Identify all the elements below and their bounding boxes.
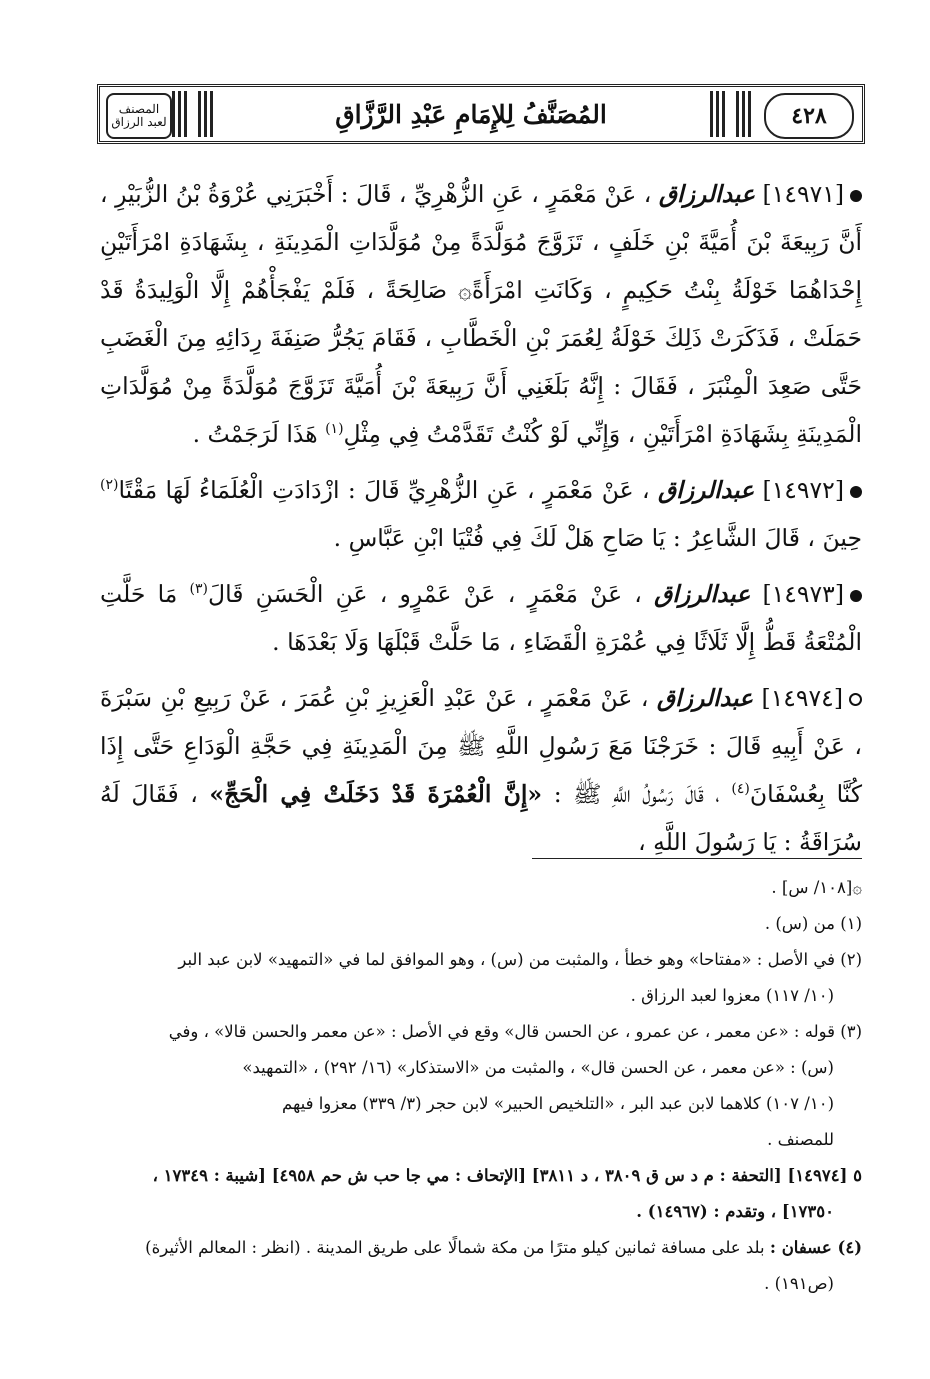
footnote-ref: (١) [325, 421, 344, 438]
filled-circle-icon [850, 486, 862, 498]
hadith-author: عبدالرزاق [657, 476, 755, 504]
hadith-entry-14972 [100, 466, 862, 562]
footnote-4-line-2: (ص١٩١) . [764, 1274, 834, 1293]
hadith-text-end: مَا حَلَّتِ الْمُتْعَةُ قَطُّ إِلَّا ثَلَاثًا فِي عُمْرَةِ الْقَضَاءِ ، مَا حَلَّتْ قَبْلَهَا وَلَا بَعْدَهَا . [100, 580, 862, 656]
open-circle-icon [849, 693, 862, 706]
hadith-author: عبدالرزاق [654, 580, 751, 608]
ornament-left-1 [172, 91, 190, 137]
footnote-3 [100, 1014, 862, 1158]
footnote-4 [100, 1230, 862, 1302]
hadith-number: [١٤٩٧٢] [762, 476, 844, 504]
hadith-author: عبدالرزاق [656, 684, 754, 712]
hadith-number: [١٤٩٧١] [762, 180, 844, 208]
hadith-text: ، عَنْ مَعْمَرٍ ، عَنِ الزُّهْرِيِّ ، قَالَ : أَخْبَرَنِي عُرْوَةُ بْنُ الزُّبَيْرِ ، أَنَّ رَبِيعَةَ بْنَ أُمَيَّةَ بْنِ خَلَفٍ ، تَزَوَّجَ مُوَلَّدَةً مِنْ مُوَلَّدَاتِ الْمَدِينَةِ ، بِشَهَادَةِ امْرَأَتَيْنِ إِحْدَاهُمَا خَوْلَةُ بِنْتُ حَكِيمٍ ، وَكَانَتِ امْرَأَةً [100, 180, 862, 304]
folio-note: ۞[١٠٨/ س] . [771, 878, 862, 897]
footnote-ref: (٢) [100, 477, 119, 494]
hadith-author: عبدالرزاق [658, 180, 756, 208]
footnote-2-line-2: (١٠/ ١١٧) معزوا لعبد الرزاق . [630, 986, 834, 1005]
ornament-right-2 [710, 91, 728, 137]
takhrij-line-2: ١٧٣٥٠] ، وتقدم : (١٤٩٦٧) . [636, 1202, 834, 1221]
hadith-entry-14974 [100, 674, 862, 866]
hadith-text-continued: صَالِحَةً ، فَلَمْ يَفْجَأْهُمْ إِلَّا الْوَلِيدَةُ قَدْ حَمَلَتْ ، فَذَكَرَتْ ذَلِكَ خَوْلَةُ لِعُمَرَ بْنِ الْخَطَّابِ ، فَقَامَ يَجُرُّ صَنِفَةَ رِدَائِهِ مِنَ الْغَضَبِ حَتَّى صَعِدَ الْمِنْبَرَ ، فَقَالَ : إِنَّهُ بَلَغَنِي أَنَّ رَبِيعَةَ بْنَ أُمَيَّةَ تَزَوَّجَ مُوَلَّدَةً مِنْ مُوَلَّدَاتِ الْمَدِينَةِ بِشَهَادَةِ امْرَأَتَيْنِ ، وَإِنِّي لَوْ كُنْتُ تَقَدَّمْتُ فِي مِثْلِ [100, 276, 862, 448]
hadith-text-end: حِينَ ، قَالَ الشَّاعِرُ : يَا صَاحِ هَلْ لَكَ فِي فُتْيَا ابْنِ عَبَّاسِ . [333, 524, 862, 552]
footnote-2-line-1: (٢) في الأصل : «مفتاحا» وهو خطأ ، والمثبت من (س) ، وهو الموافق لما في «التمهيد» لابن عبد البر [178, 950, 862, 969]
book-emblem: المصنف لعبد الرزاق [106, 93, 172, 139]
footnote-2 [100, 942, 862, 1014]
main-text [100, 170, 862, 874]
filled-circle-icon [850, 590, 862, 602]
footnote-divider [532, 858, 862, 859]
footnote-4-term: (٤) عسفان : [769, 1238, 862, 1257]
footnotes [100, 870, 862, 1302]
hadith-text: ، عَنْ مَعْمَرٍ ، عَنْ عَبْدِ الْعَزِيزِ بْنِ عُمَرَ ، عَنْ رَبِيعِ بْنِ سَبْرَةَ ، عَنْ أَبِيهِ قَالَ : خَرَجْنَا مَعَ رَسُولِ اللَّهِ ﷺ مِنَ الْمَدِينَةِ فِي حَجَّةِ الْوَدَاعِ حَتَّى إِذَا كُنَّا بِعُسْفَانَ [100, 684, 863, 808]
footnote-4-line-1: بلد على مسافة ثمانين كيلو مترًا من مكة شمالًا على طريق المدينة . (انظر : المعالم الأثيرة) [145, 1238, 765, 1257]
filled-circle-icon [850, 190, 862, 202]
folio-mark-icon: ۞ [852, 878, 862, 897]
footnote-3-line-4: للمصنف . [767, 1130, 834, 1149]
hadith-text-end: هَذَا لَرَجَمْتُ . [192, 420, 318, 448]
page-number: ٤٢٨ [764, 93, 854, 139]
footnote-3-line-1: (٣) قوله : «عن معمر ، عن عمرو ، عن الحسن قال» وقع في الأصل : «عن معمر والحسن قالا» ، وفي [168, 1022, 862, 1041]
header-title: المُصَنَّفُ لِلإِمَامِ عَبْدِ الرَّزَّاقِ [335, 99, 607, 129]
footnote-3-line-2: (س) : «عن معمر ، عن الحسن قال» ، والمثبت من «الاستذكار» (١٦/ ٢٩٢) ، «التمهيد» [242, 1058, 834, 1077]
hadith-text: ، عَنْ مَعْمَرٍ ، عَنِ الزُّهْرِيِّ قَالَ : ازْدَادَتِ الْعُلَمَاءُ لَهَا مَقْتًا [118, 476, 650, 504]
takhrij-note [100, 1158, 862, 1230]
hadith-text-mid: ، قَالَ رَسُولُ اللَّهِ ﷺ : [553, 780, 720, 808]
hadith-number: [١٤٩٧٤] [761, 684, 843, 712]
takhrij-line-1: ٥ [١٤٩٧٤] [التحفة : م د س ق ٣٨٠٩ ، د ٣٨١١] [الإتحاف : مي جا حب ش حم ٤٩٥٨] [شيبة : ١٧٣٤٩ ، [152, 1166, 862, 1185]
footnote-ref: (٤) [731, 781, 750, 798]
page-header [97, 84, 865, 144]
hadith-entry-14973 [100, 570, 862, 666]
hadith-text-end: ، فَقَالَ لَهُ سُرَاقَةُ : يَا رَسُولَ اللَّهِ ، [100, 780, 862, 856]
hadith-entry-14971 [100, 170, 862, 458]
ornament-left-2 [198, 91, 216, 137]
footnote-ref: (٣) [189, 581, 209, 598]
footnote-3-line-3: (١٠/ ١٠٧) كلاهما لابن عبد البر ، «التلخيص الحبير» لابن حجر (٣/ ٣٣٩) معزوا فيهم [282, 1094, 834, 1113]
folio-mark-icon: ۞ [458, 276, 472, 304]
prophetic-quote: «إِنَّ الْعُمْرَةَ قَدْ دَخَلَتْ فِي الْحَجِّ» [209, 780, 543, 808]
hadith-text: ، عَنْ مَعْمَرٍ ، عَنْ عَمْرٍو ، عَنِ الْحَسَنِ قَالَ [208, 580, 642, 608]
hadith-number: [١٤٩٧٣] [762, 580, 844, 608]
ornament-right-1 [736, 91, 754, 137]
footnote-1: (١) من (س) . [764, 914, 862, 933]
